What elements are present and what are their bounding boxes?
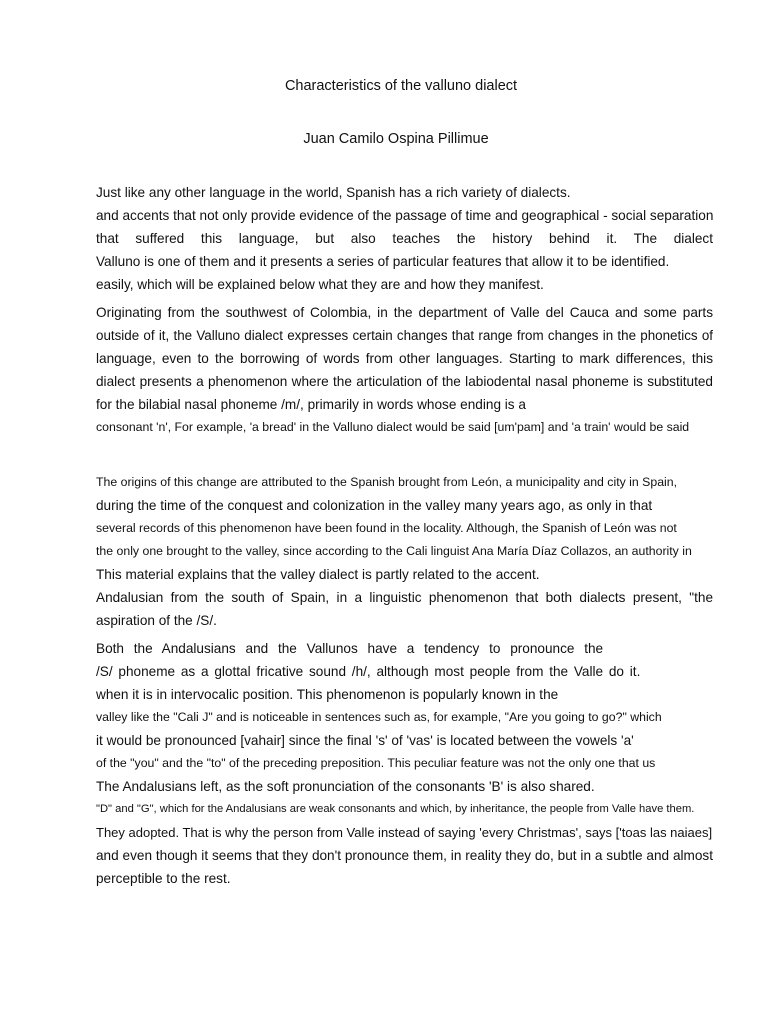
text-line: aspiration of the /S/. <box>96 613 217 628</box>
document-body <box>96 181 713 890</box>
text-line: it would be pronounced [vahair] since the final 's' of 'vas' is located between the vowels 'a' <box>96 733 634 748</box>
text-line: Originating from the southwest of Colombia, in the department of Valle del Cauca and some parts <box>96 305 713 320</box>
text-line: Andalusian from the south of Spain, in a linguistic phenomenon that both dialects present, "the <box>96 590 713 605</box>
paragraph-1 <box>96 181 713 296</box>
text-line: /S/ phoneme as a glottal fricative sound /h/, although most people from the Valle do it. <box>96 664 641 679</box>
text-line: They adopted. That is why the person from Valle instead of saying 'every Christmas', says ['toas las naiaes] <box>96 825 713 840</box>
text-line: that suffered this language, but also teaches the history behind it. The dialect <box>96 231 713 246</box>
text-line: This material explains that the valley dialect is partly related to the accent. <box>96 567 540 582</box>
text-line: The origins of this change are attributed to the Spanish brought from León, a municipality and city in Spain, <box>96 475 678 489</box>
text-line: "D" and "G", which for the Andalusians are weak consonants and which, by inheritance, the people from Valle have them. <box>96 803 695 815</box>
text-line: Just like any other language in the world, Spanish has a rich variety of dialects. <box>96 185 571 200</box>
paragraph-4 <box>96 637 713 890</box>
text-line: during the time of the conquest and colonization in the valley many years ago, as only in that <box>96 498 653 513</box>
text-line: Valluno is one of them and it presents a series of particular features that allow it to be identified. <box>96 254 670 269</box>
text-line: the only one brought to the valley, since according to the Cali linguist Ana María Díaz Collazos, an authority in <box>96 544 692 558</box>
text-line: and accents that not only provide evidence of the passage of time and geographical - social separation <box>96 208 714 223</box>
text-line: dialect presents a phenomenon where the articulation of the labiodental nasal phoneme is substituted <box>96 374 713 389</box>
document-author: Juan Camilo Ospina Pillimue <box>303 131 489 147</box>
text-line: several records of this phenomenon have been found in the locality. Although, the Spanish of León was not <box>96 521 677 535</box>
text-line: when it is in intervocalic position. This phenomenon is popularly known in the <box>96 687 559 702</box>
text-line: easily, which will be explained below what they are and how they manifest. <box>96 277 544 292</box>
text-line: outside of it, the Valluno dialect expresses certain changes that range from changes in the phonetics of <box>96 328 713 343</box>
document-title: Characteristics of the valluno dialect <box>284 78 518 94</box>
paragraph-3 <box>96 471 713 632</box>
text-line: language, even to the borrowing of words from other languages. Starting to mark differences, this <box>96 351 713 366</box>
text-line: for the bilabial nasal phoneme /m/, primarily in words whose ending is a <box>96 397 526 412</box>
paragraph-2 <box>96 301 713 439</box>
text-line: and even though it seems that they don't pronounce them, in reality they do, but in a subtle and almost <box>96 848 713 863</box>
text-line: The Andalusians left, as the soft pronunciation of the consonants 'B' is also shared. <box>96 779 595 794</box>
text-line: consonant 'n', For example, 'a bread' in the Valluno dialect would be said [um'pam] and 'a train' would be said <box>96 420 690 434</box>
text-line: perceptible to the rest. <box>96 871 231 886</box>
text-line: of the "you" and the "to" of the preceding preposition. This peculiar feature was not the only one that us <box>96 756 656 770</box>
text-line: valley like the "Cali J" and is noticeable in sentences such as, for example, "Are you going to go?" which <box>96 710 662 724</box>
text-line: Both the Andalusians and the Vallunos have a tendency to pronounce the <box>96 641 604 656</box>
